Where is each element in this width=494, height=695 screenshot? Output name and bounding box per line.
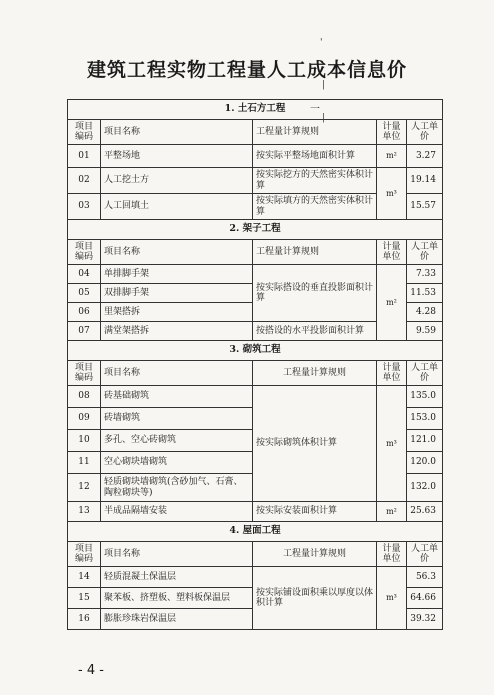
header-price: 人工单价 xyxy=(407,120,443,145)
row-price: 25.63 xyxy=(407,502,443,522)
row-price: 4.28 xyxy=(407,303,443,322)
row-rule: 按实际填方的天然密实体积计算 xyxy=(253,194,377,220)
header-code: 项目编码 xyxy=(68,120,101,145)
row-code: 02 xyxy=(68,168,101,194)
scan-mark: ' xyxy=(320,38,323,48)
row-rule: 按实际平整场地面积计算 xyxy=(253,145,377,168)
header-price: 人工单价 xyxy=(407,240,443,265)
row-code: 05 xyxy=(68,284,101,303)
row-price: 19.14 xyxy=(407,168,443,194)
header-rule: 工程量计算规则 xyxy=(253,542,377,567)
row-code: 09 xyxy=(68,408,101,430)
page-number: - 4 - xyxy=(78,663,104,678)
page-title: 建筑工程实物工程量人工成本信息价 xyxy=(86,59,407,81)
row-name: 半成品隔墙安装 xyxy=(101,502,253,522)
scan-mark: | xyxy=(322,113,326,123)
row-price: 64.66 xyxy=(407,588,443,609)
table-row xyxy=(68,145,443,168)
row-name: 多孔、空心砖砌筑 xyxy=(101,430,253,452)
section-title: 4. 屋面工程 xyxy=(68,522,443,542)
row-unit: m³ xyxy=(377,567,407,630)
row-code: 12 xyxy=(68,474,101,502)
row-price: 135.0 xyxy=(407,386,443,408)
header-name: 项目名称 xyxy=(101,240,253,265)
row-name: 人工回填土 xyxy=(101,194,253,220)
row-price: 11.53 xyxy=(407,284,443,303)
header-price: 人工单价 xyxy=(407,542,443,567)
table-row xyxy=(68,502,443,522)
row-name: 双排脚手架 xyxy=(101,284,253,303)
header-code: 项目编码 xyxy=(68,361,101,386)
row-code: 07 xyxy=(68,322,101,341)
row-unit: m² xyxy=(377,502,407,522)
row-code: 11 xyxy=(68,452,101,474)
row-unit: m² xyxy=(377,145,407,168)
row-name: 空心砌块墙砌筑 xyxy=(101,452,253,474)
row-name: 轻质砌块墙砌筑(含砂加气、石膏、陶粒砌块等) xyxy=(101,474,253,502)
header-price: 人工单价 xyxy=(407,361,443,386)
row-price: 56.3 xyxy=(407,567,443,588)
row-name: 膨胀珍珠岩保温层 xyxy=(101,609,253,630)
header-unit: 计量单位 xyxy=(377,240,407,265)
row-rule: 按实际砌筑体积计算 xyxy=(253,386,377,502)
header-unit: 计量单位 xyxy=(377,361,407,386)
section-title: 1. 土石方工程 xyxy=(68,100,443,120)
row-price: 153.0 xyxy=(407,408,443,430)
row-code: 16 xyxy=(68,609,101,630)
header-rule: 工程量计算规则 xyxy=(253,120,377,145)
header-unit: 计量单位 xyxy=(377,120,407,145)
row-rule: 按实际搭设的垂直投影面积计算 xyxy=(253,265,377,322)
row-code: 14 xyxy=(68,567,101,588)
row-name: 砖基础砌筑 xyxy=(101,386,253,408)
row-price: 3.27 xyxy=(407,145,443,168)
header-name: 项目名称 xyxy=(101,120,253,145)
row-unit: m² xyxy=(377,265,407,341)
row-price: 9.59 xyxy=(407,322,443,341)
row-unit: m³ xyxy=(377,386,407,502)
row-code: 06 xyxy=(68,303,101,322)
row-price: 15.57 xyxy=(407,194,443,220)
header-name: 项目名称 xyxy=(101,361,253,386)
row-price: 121.0 xyxy=(407,430,443,452)
row-code: 04 xyxy=(68,265,101,284)
header-name: 项目名称 xyxy=(101,542,253,567)
header-rule: 工程量计算规则 xyxy=(253,240,377,265)
table-row xyxy=(68,168,443,194)
row-name: 人工挖土方 xyxy=(101,168,253,194)
row-name: 聚苯板、挤塑板、塑料板保温层 xyxy=(101,588,253,609)
handwritten-dash: 一 xyxy=(310,104,320,115)
row-price: 7.33 xyxy=(407,265,443,284)
section-title: 2. 架子工程 xyxy=(68,220,443,240)
row-name: 砖墙砌筑 xyxy=(101,408,253,430)
row-rule: 按实际挖方的天然密实体积计算 xyxy=(253,168,377,194)
row-price: 39.32 xyxy=(407,609,443,630)
row-rule: 按搭设的水平投影面积计算 xyxy=(253,322,377,341)
header-unit: 计量单位 xyxy=(377,542,407,567)
row-code: 01 xyxy=(68,145,101,168)
table-row xyxy=(68,567,443,588)
row-name: 满堂架搭拆 xyxy=(101,322,253,341)
row-price: 120.0 xyxy=(407,452,443,474)
header-code: 项目编码 xyxy=(68,240,101,265)
row-code: 03 xyxy=(68,194,101,220)
row-unit: m³ xyxy=(377,168,407,220)
row-price: 132.0 xyxy=(407,474,443,502)
row-code: 08 xyxy=(68,386,101,408)
labor-cost-table xyxy=(67,99,443,630)
row-code: 15 xyxy=(68,588,101,609)
row-name: 轻质混凝土保温层 xyxy=(101,567,253,588)
row-rule: 按实际铺设面积乘以厚度以体积计算 xyxy=(253,567,377,630)
row-name: 里架搭拆 xyxy=(101,303,253,322)
header-code: 项目编码 xyxy=(68,542,101,567)
row-rule: 按实际安装面积计算 xyxy=(253,502,377,522)
row-code: 10 xyxy=(68,430,101,452)
section-title: 3. 砌筑工程 xyxy=(68,341,443,361)
header-rule: 工程量计算规则 xyxy=(253,361,377,386)
scan-mark: | xyxy=(322,80,326,90)
table-row xyxy=(68,386,443,408)
row-name: 平整场地 xyxy=(101,145,253,168)
row-name: 单排脚手架 xyxy=(101,265,253,284)
table-row xyxy=(68,265,443,284)
row-code: 13 xyxy=(68,502,101,522)
